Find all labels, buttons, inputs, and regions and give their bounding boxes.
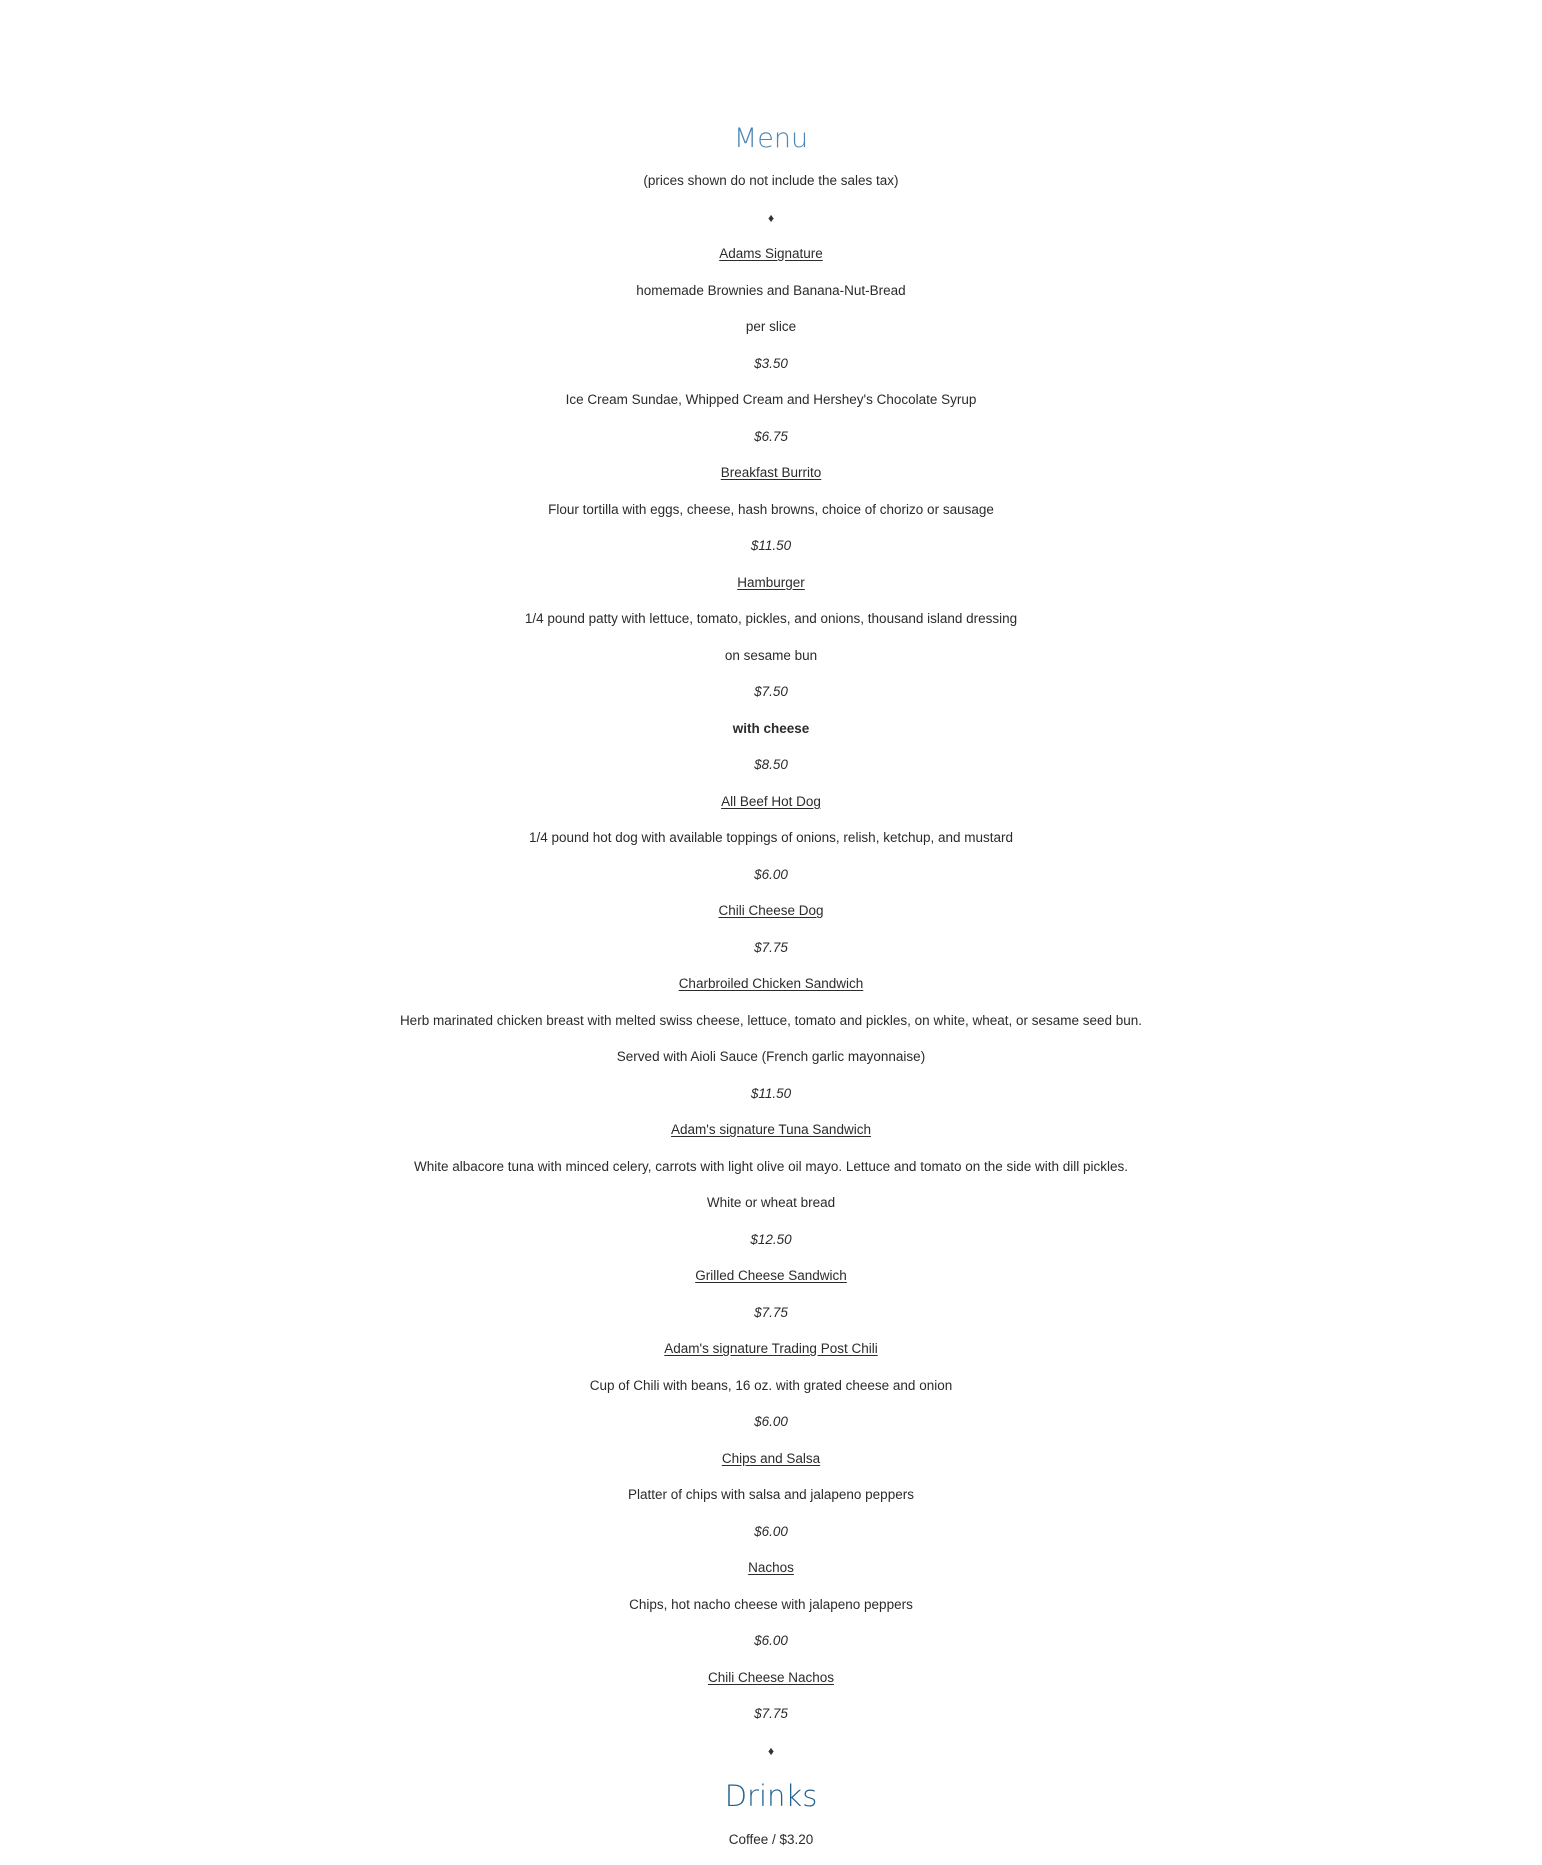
item-title-link[interactable]: Chips and Salsa bbox=[721, 1450, 821, 1466]
item-price: $6.00 bbox=[754, 866, 788, 882]
item-description: Coffee / $3.20 bbox=[728, 1832, 814, 1847]
diamond-divider-icon: ♦ bbox=[767, 1743, 775, 1758]
item-title-link[interactable]: Adam's signature Trading Post Chili bbox=[664, 1341, 878, 1356]
item-description: Chips, hot nacho cheese with jalapeno peppers bbox=[629, 1596, 913, 1612]
item-title-link[interactable]: Adam's signature Tuna Sandwich bbox=[671, 1122, 871, 1137]
item-price: $7.50 bbox=[754, 684, 788, 699]
item-description: Served with Aioli Sauce (French garlic mayonnaise) bbox=[616, 1049, 926, 1064]
item-description: on sesame bun bbox=[724, 647, 818, 663]
item-price: $3.50 bbox=[754, 355, 788, 371]
item-price: $7.75 bbox=[754, 1304, 788, 1320]
item-title-link[interactable]: Nachos bbox=[748, 1560, 794, 1575]
item-title-link[interactable]: Adams Signature bbox=[719, 246, 823, 261]
item-option: with cheese bbox=[732, 720, 810, 736]
menu-column bbox=[0, 118, 1542, 1859]
item-price: $12.50 bbox=[750, 1231, 792, 1247]
item-description: homemade Brownies and Banana-Nut-Bread bbox=[636, 282, 906, 298]
item-price: $6.00 bbox=[754, 1414, 788, 1429]
drinks-heading: Drinks bbox=[724, 1779, 818, 1813]
item-description: Platter of chips with salsa and jalapeno peppers bbox=[628, 1487, 914, 1502]
tax-note: (prices shown do not include the sales tax) bbox=[643, 173, 899, 188]
item-price: $8.50 bbox=[754, 757, 788, 772]
item-title-link[interactable]: Grilled Cheese Sandwich bbox=[695, 1268, 847, 1283]
item-title-link[interactable]: Chili Cheese Nachos bbox=[707, 1669, 835, 1685]
item-title-link[interactable]: Chili Cheese Dog bbox=[718, 903, 824, 918]
menu-heading: Menu bbox=[733, 123, 809, 154]
item-description: 1/4 pound patty with lettuce, tomato, pickles, and onions, thousand island dressing bbox=[524, 611, 1018, 626]
item-description: Cup of Chili with beans, 16 oz. with grated cheese and onion bbox=[589, 1377, 953, 1393]
item-description: White albacore tuna with minced celery, carrots with light olive oil mayo. Lettuce and tomato on the side with dill pickles. bbox=[413, 1158, 1129, 1174]
item-price: $11.50 bbox=[750, 538, 792, 553]
item-price: $6.75 bbox=[754, 428, 788, 444]
item-description: Herb marinated chicken breast with melted swiss cheese, lettuce, tomato and pickles, on white, wheat, or sesame seed bun. bbox=[399, 1012, 1143, 1028]
menu-items-list bbox=[0, 236, 1542, 1733]
item-title-link[interactable]: Charbroiled Chicken Sandwich bbox=[678, 976, 864, 991]
item-price: $7.75 bbox=[754, 939, 788, 955]
diamond-divider-icon: ♦ bbox=[767, 210, 775, 225]
item-title-link[interactable]: Hamburger bbox=[737, 574, 805, 590]
item-description: per slice bbox=[745, 319, 797, 334]
item-title-link[interactable]: All Beef Hot Dog bbox=[721, 793, 821, 809]
item-price: $6.00 bbox=[754, 1523, 788, 1539]
item-price: $6.00 bbox=[754, 1633, 788, 1648]
item-description: 1/4 pound hot dog with available toppings of onions, relish, ketchup, and mustard bbox=[528, 830, 1014, 845]
item-price: $11.50 bbox=[750, 1085, 792, 1101]
item-title-link[interactable]: Breakfast Burrito bbox=[720, 465, 822, 480]
item-description: Ice Cream Sundae, Whipped Cream and Hershey's Chocolate Syrup bbox=[565, 392, 977, 407]
drinks-items-list bbox=[0, 1822, 1542, 1859]
item-description: White or wheat bread bbox=[706, 1195, 836, 1210]
item-description: Flour tortilla with eggs, cheese, hash browns, choice of chorizo or sausage bbox=[548, 501, 994, 517]
item-price: $7.75 bbox=[754, 1706, 788, 1721]
